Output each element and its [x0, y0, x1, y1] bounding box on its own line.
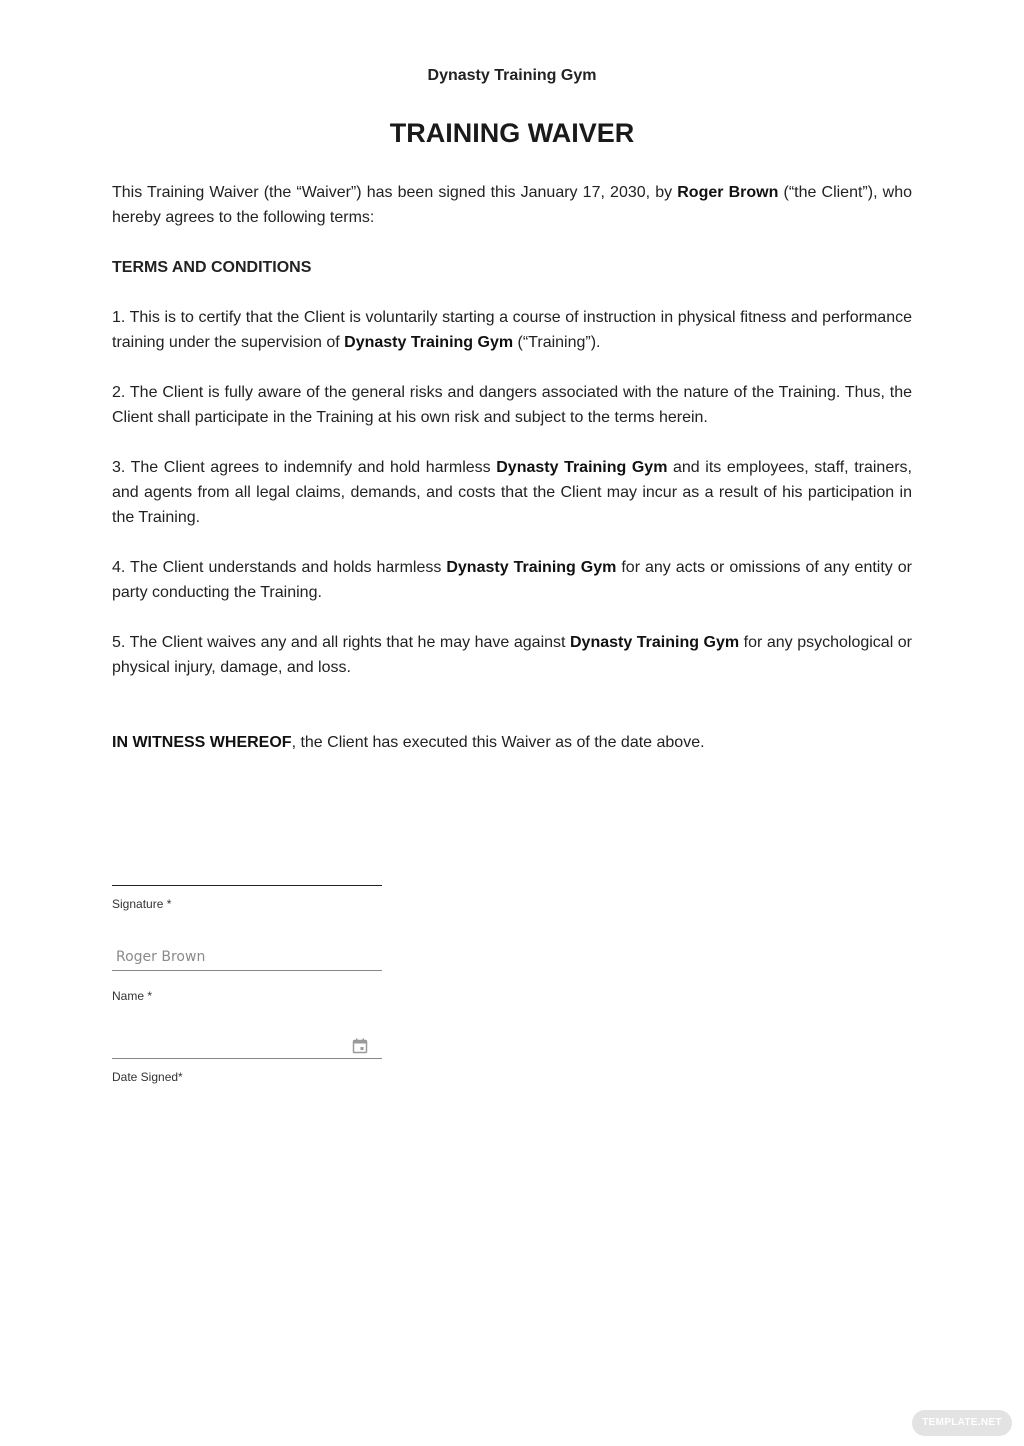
- signature-line[interactable]: [112, 885, 382, 886]
- term-4: 4. The Client understands and holds harmless Dynasty Training Gym for any acts or omissions of any entity or party conducting the Training.: [112, 559, 912, 601]
- date-signed-label: Date Signed*: [112, 1070, 183, 1084]
- name-input[interactable]: [112, 944, 382, 970]
- watermark-badge: TEMPLATE.NET: [912, 1410, 1012, 1436]
- term-3: 3. The Client agrees to indemnify and hold harmless Dynasty Training Gym and its employees, staff, trainers, and agents from all legal claims, demands, and costs that the Client may incur as a result of his participation in the Training.: [112, 459, 912, 526]
- term-1: 1. This is to certify that the Client is voluntarily starting a course of instruction in physical fitness and performance training under the supervision of Dynasty Training Gym (“Training”).: [112, 309, 912, 351]
- document-title: TRAINING WAIVER: [389, 118, 635, 148]
- client-name: Roger Brown: [677, 184, 779, 201]
- document-body: [112, 180, 912, 780]
- organization-name: Dynasty Training Gym: [427, 67, 597, 84]
- term-5: 5. The Client waives any and all rights that he may have against Dynasty Training Gym for any psychological or physical injury, damage, and loss.: [112, 634, 913, 676]
- name-field[interactable]: [112, 944, 382, 971]
- terms-heading: TERMS AND CONDITIONS: [112, 259, 312, 276]
- signature-label: Signature *: [112, 897, 172, 911]
- name-label: Name *: [112, 989, 153, 1003]
- intro-paragraph: This Training Waiver (the “Waiver”) has been signed this January 17, 2030, by Roger Brown (“the Client”), who hereby agrees to the following terms:: [112, 184, 913, 226]
- term-2: 2. The Client is fully aware of the general risks and dangers associated with the nature of the Training. Thus, the Client shall participate in the Training at his own risk and subject to the terms herein.: [112, 384, 912, 426]
- witness-statement: IN WITNESS WHEREOF, the Client has executed this Waiver as of the date above.: [112, 734, 705, 751]
- date-field[interactable]: [112, 1032, 382, 1059]
- calendar-icon[interactable]: [352, 1038, 368, 1054]
- date-input[interactable]: [112, 1032, 382, 1058]
